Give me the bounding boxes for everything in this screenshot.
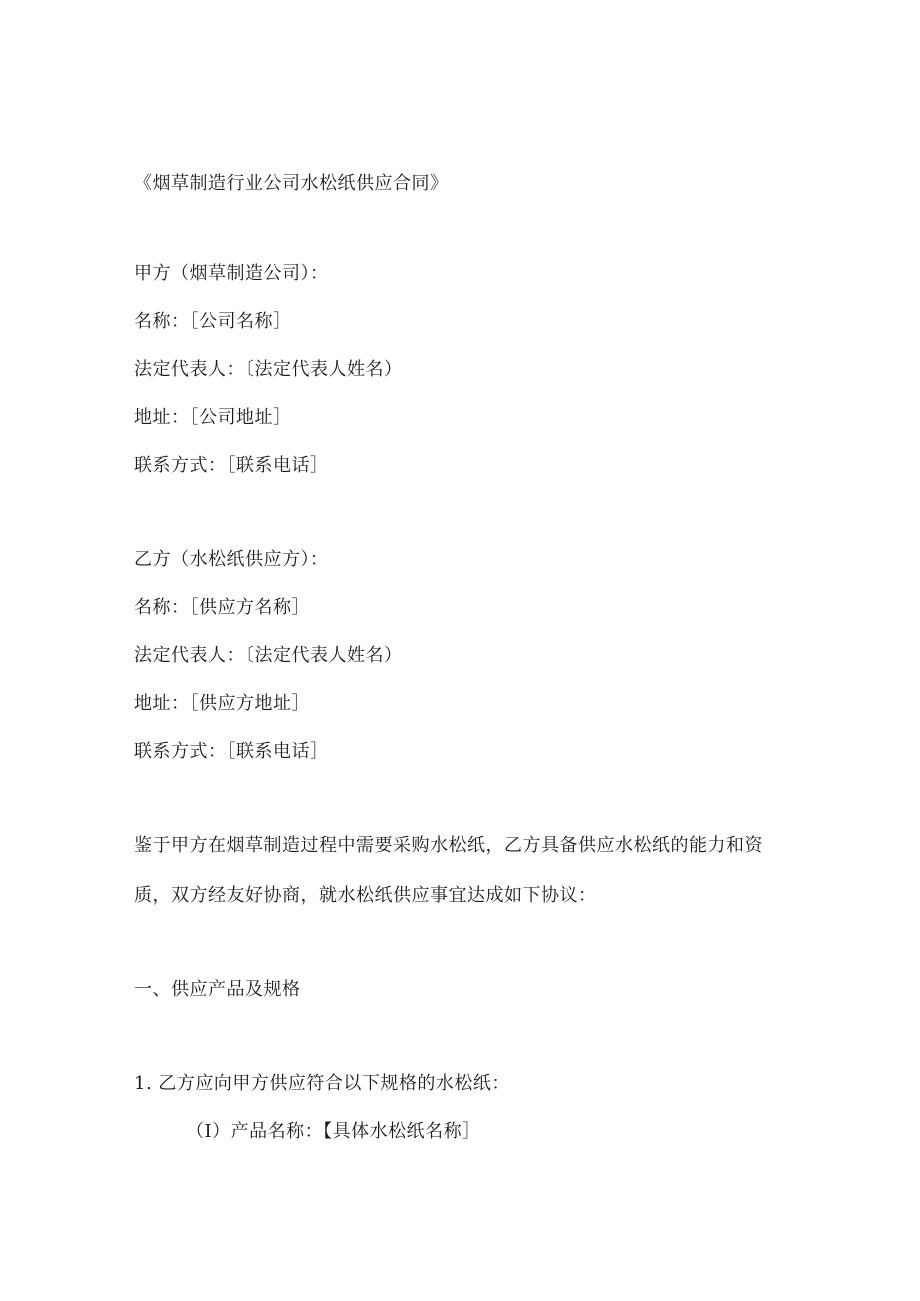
party-b-address: 地址：［供应方地址］: [134, 693, 310, 714]
party-b-legal-rep: 法定代表人：〔法定代表人姓名）: [134, 645, 403, 666]
party-a-contact: 联系方式：［联系电话］: [134, 455, 329, 476]
clause-1: 1. 乙方应向甲方供应符合以下规格的水松纸：: [134, 1073, 510, 1094]
party-a-legal-rep: 法定代表人：〔法定代表人姓名）: [134, 359, 403, 380]
section-1-heading: 一、供应产品及规格: [134, 979, 301, 1000]
document-title: 《烟草制造行业公司水松纸供应合同》: [134, 173, 449, 194]
preamble-line-1: 鉴于甲方在烟草制造过程中需要采购水松纸，乙方具备供应水松纸的能力和资: [134, 835, 763, 856]
party-a-address: 地址：［公司地址］: [134, 407, 292, 428]
party-a-heading: 甲方（烟草制造公司）：: [134, 263, 329, 284]
party-b-heading: 乙方（水松纸供应方）：: [134, 549, 329, 570]
party-b-name: 名称：［供应方名称］: [134, 597, 310, 618]
party-b-contact: 联系方式：［联系电话］: [134, 741, 329, 762]
preamble-line-2: 质，双方经友好协商，就水松纸供应事宜达成如下协议：: [134, 885, 597, 906]
clause-1-item-1: （I）产品名称：【具体水松纸名称］: [186, 1121, 481, 1142]
party-a-name: 名称：［公司名称］: [134, 311, 292, 332]
